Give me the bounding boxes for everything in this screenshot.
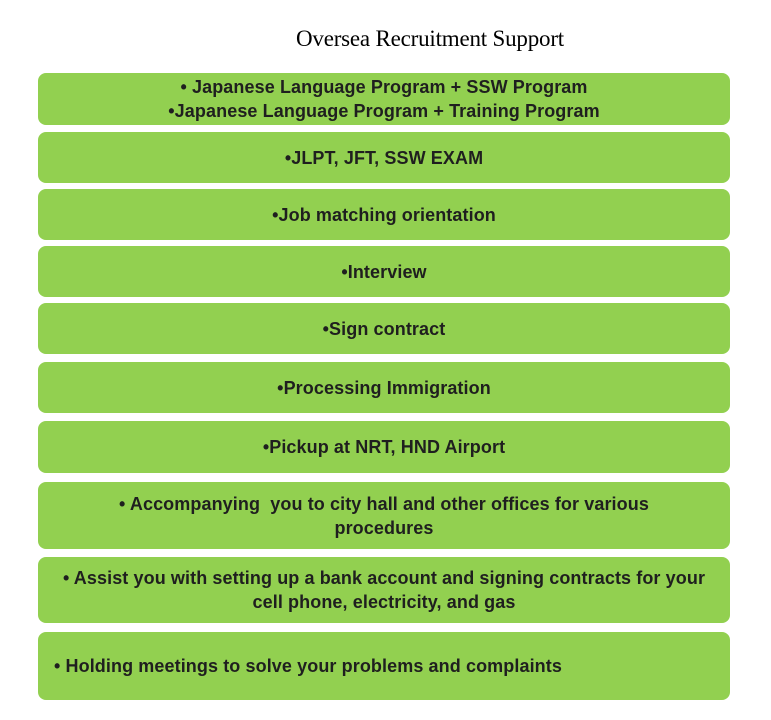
step-box-language-programs bbox=[38, 73, 730, 125]
step-line: procedures bbox=[334, 517, 434, 538]
step-line: •Pickup at NRT, HND Airport bbox=[262, 437, 506, 457]
step-box-exams bbox=[38, 132, 730, 183]
step-box-meetings bbox=[38, 632, 730, 700]
step-box-city-hall bbox=[38, 482, 730, 549]
step-box-immigration bbox=[38, 362, 730, 413]
step-line: •Processing Immigration bbox=[277, 377, 491, 398]
step-line: •JLPT, JFT, SSW EXAM bbox=[284, 147, 484, 168]
page-title: Oversea Recruitment Support bbox=[296, 26, 564, 51]
step-line: •Sign contract bbox=[322, 318, 446, 339]
step-box-interview bbox=[38, 246, 730, 297]
step-box-sign-contract bbox=[38, 303, 730, 354]
step-line: • Japanese Language Program + SSW Program bbox=[180, 77, 588, 97]
step-line: •Job matching orientation bbox=[272, 204, 496, 225]
step-box-airport-pickup bbox=[38, 421, 730, 473]
step-box-bank-account bbox=[38, 557, 730, 623]
step-line: •Interview bbox=[341, 261, 427, 282]
step-line: • Holding meetings to solve your problems and complaints bbox=[54, 656, 562, 676]
step-line: •Japanese Language Program + Training Program bbox=[168, 101, 600, 121]
step-line: cell phone, electricity, and gas bbox=[252, 592, 516, 612]
step-line: • Assist you with setting up a bank account and signing contracts for your bbox=[62, 568, 706, 588]
step-line: • Accompanying you to city hall and other offices for various bbox=[119, 493, 649, 514]
step-box-job-matching bbox=[38, 189, 730, 240]
